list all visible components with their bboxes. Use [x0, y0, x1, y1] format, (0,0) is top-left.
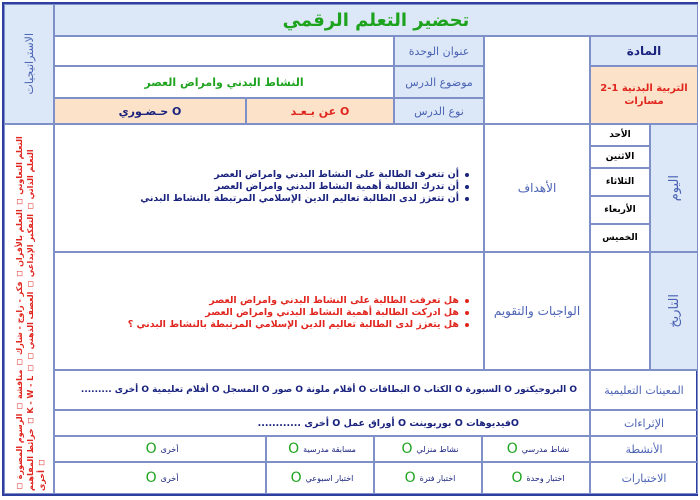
date-label-cell — [650, 252, 698, 370]
activity-option[interactable]: O أخرى — [54, 436, 266, 462]
strategies-label-cell — [4, 4, 54, 124]
subject-label: المادة — [626, 44, 662, 58]
day-label: اليوم — [666, 174, 682, 202]
type-label-cell — [394, 98, 484, 124]
day-name: الأحد — [609, 130, 631, 140]
objectives-list — [140, 169, 469, 205]
objectives-label: الأهداف — [517, 181, 557, 195]
activities-label: الأنشطة — [625, 442, 663, 456]
assessment-label-cell — [484, 252, 590, 370]
objective-item: أن تتعرف الطالبة على النشاط البدني وامراض العصر — [140, 169, 469, 181]
objectives-content-cell — [54, 124, 484, 252]
tests-label: الاختبارات — [621, 471, 667, 485]
enrichment-content-cell[interactable] — [54, 410, 590, 436]
test-option[interactable]: O اختبار فترة — [374, 462, 482, 494]
strategies-list-cell — [4, 124, 54, 494]
day-name: الخميس — [602, 233, 638, 243]
type-label: نوع الدرس — [414, 104, 464, 118]
assessment-item: هل ادركت الطالبة أهمية النشاط البدني وامراض العصر — [128, 307, 469, 319]
inperson-label: حـضـوري O — [118, 104, 182, 118]
test-option[interactable]: O أخرى — [54, 462, 266, 494]
day-label-cell — [650, 124, 698, 252]
strategies-label: الاستراتيجيات — [22, 33, 36, 95]
tests-label-cell — [590, 462, 698, 494]
title-bar — [54, 4, 698, 36]
bullet-icon — [465, 299, 469, 303]
header-blank-cell — [484, 36, 590, 124]
subject-value-cell — [590, 66, 698, 124]
assessment-item: هل يتعزز لدى الطالبة تعاليم الدين الإسلامي المرتبطة بالنشاط البدني ؟ — [128, 319, 469, 331]
topic-label: موضوع الدرس — [405, 75, 473, 89]
remote-label: عن بـعـد O — [290, 104, 350, 118]
enrichment-label: الإثراءات — [623, 416, 665, 430]
objective-item: أن تتعزز لدى الطالبة تعاليم الدين الإسلامي المرتبطة بالنشاط البدني — [140, 193, 469, 205]
subject-value: التربية البدنية 1-2 مسارات — [600, 83, 688, 107]
day-cell-tuesday — [590, 168, 650, 196]
unit-label: عنوان الوحدة — [408, 44, 470, 58]
day-cell-wednesday — [590, 196, 650, 224]
aids-content-cell[interactable] — [54, 370, 590, 410]
enrichment-options: Oفيديوهات O بوربوينت O أوراق عمل O أخرى ............ — [257, 417, 519, 429]
assessment-item: هل تعرفت الطالبة على النشاط البدني وامراض العصر — [128, 295, 469, 307]
day-cell-monday — [590, 146, 650, 168]
date-value-cell[interactable] — [590, 252, 650, 370]
bullet-icon — [465, 185, 469, 189]
date-label: التاريخ — [666, 294, 682, 328]
day-name: الثلاثاء — [605, 177, 635, 187]
day-name: الأربعاء — [604, 205, 636, 215]
day-cell-sunday — [590, 124, 650, 146]
aids-label-cell — [590, 370, 698, 410]
unit-value-cell[interactable] — [54, 36, 394, 66]
subject-label-cell — [590, 36, 698, 66]
page-title: تحضير التعلم الرقمي — [282, 9, 470, 31]
test-option[interactable]: O اختبار وحدة — [482, 462, 590, 494]
day-cell-thursday — [590, 224, 650, 252]
aids-options: O البروجيكتور O السبورة O الكتاب O البطاقات O أقلام ملونة O صور O المسجل O أفلام تعليمية O أخرى ......... — [80, 385, 577, 395]
bullet-icon — [465, 173, 469, 177]
test-option[interactable]: O اختبار اسبوعي — [266, 462, 374, 494]
remote-option[interactable] — [246, 98, 394, 124]
objectives-label-cell — [484, 124, 590, 252]
day-name: الاثنين — [605, 152, 635, 162]
assessment-label: الواجبات والتقويم — [493, 304, 581, 318]
bullet-icon — [465, 197, 469, 201]
topic-value: النشاط البدني وامراض العصر — [144, 75, 304, 89]
objective-item: أن تدرك الطالبة أهمية النشاط البدني وامراض العصر — [140, 181, 469, 193]
inperson-option[interactable] — [54, 98, 246, 124]
assessment-list — [128, 295, 469, 331]
topic-label-cell — [394, 66, 484, 98]
enrichment-label-cell — [590, 410, 698, 436]
assessment-content-cell — [54, 252, 484, 370]
aids-label: المعينات التعليمية — [604, 383, 684, 397]
activity-option[interactable]: O نشاط مدرسي — [482, 436, 590, 462]
bullet-icon — [465, 311, 469, 315]
activities-label-cell — [590, 436, 698, 462]
bullet-icon — [465, 323, 469, 327]
activity-option[interactable]: O مسابقة مدرسية — [266, 436, 374, 462]
topic-value-cell[interactable] — [54, 66, 394, 98]
unit-label-cell — [394, 36, 484, 66]
activity-option[interactable]: O نشاط منزلي — [374, 436, 482, 462]
strategies-list: التعلم التعاوني ◻ التعلم بالأقران ◻ فكر - زاوج - شارك ◻ مناقشة ◻ الرسوم المصورة ◻ خرائط المفاهيم ◻ K - W - L ◻ التعلم الذاتي ◻ التفكير الإبداعي ◻ العصف الذهني ◻ أخرى ◻ — [14, 136, 46, 491]
